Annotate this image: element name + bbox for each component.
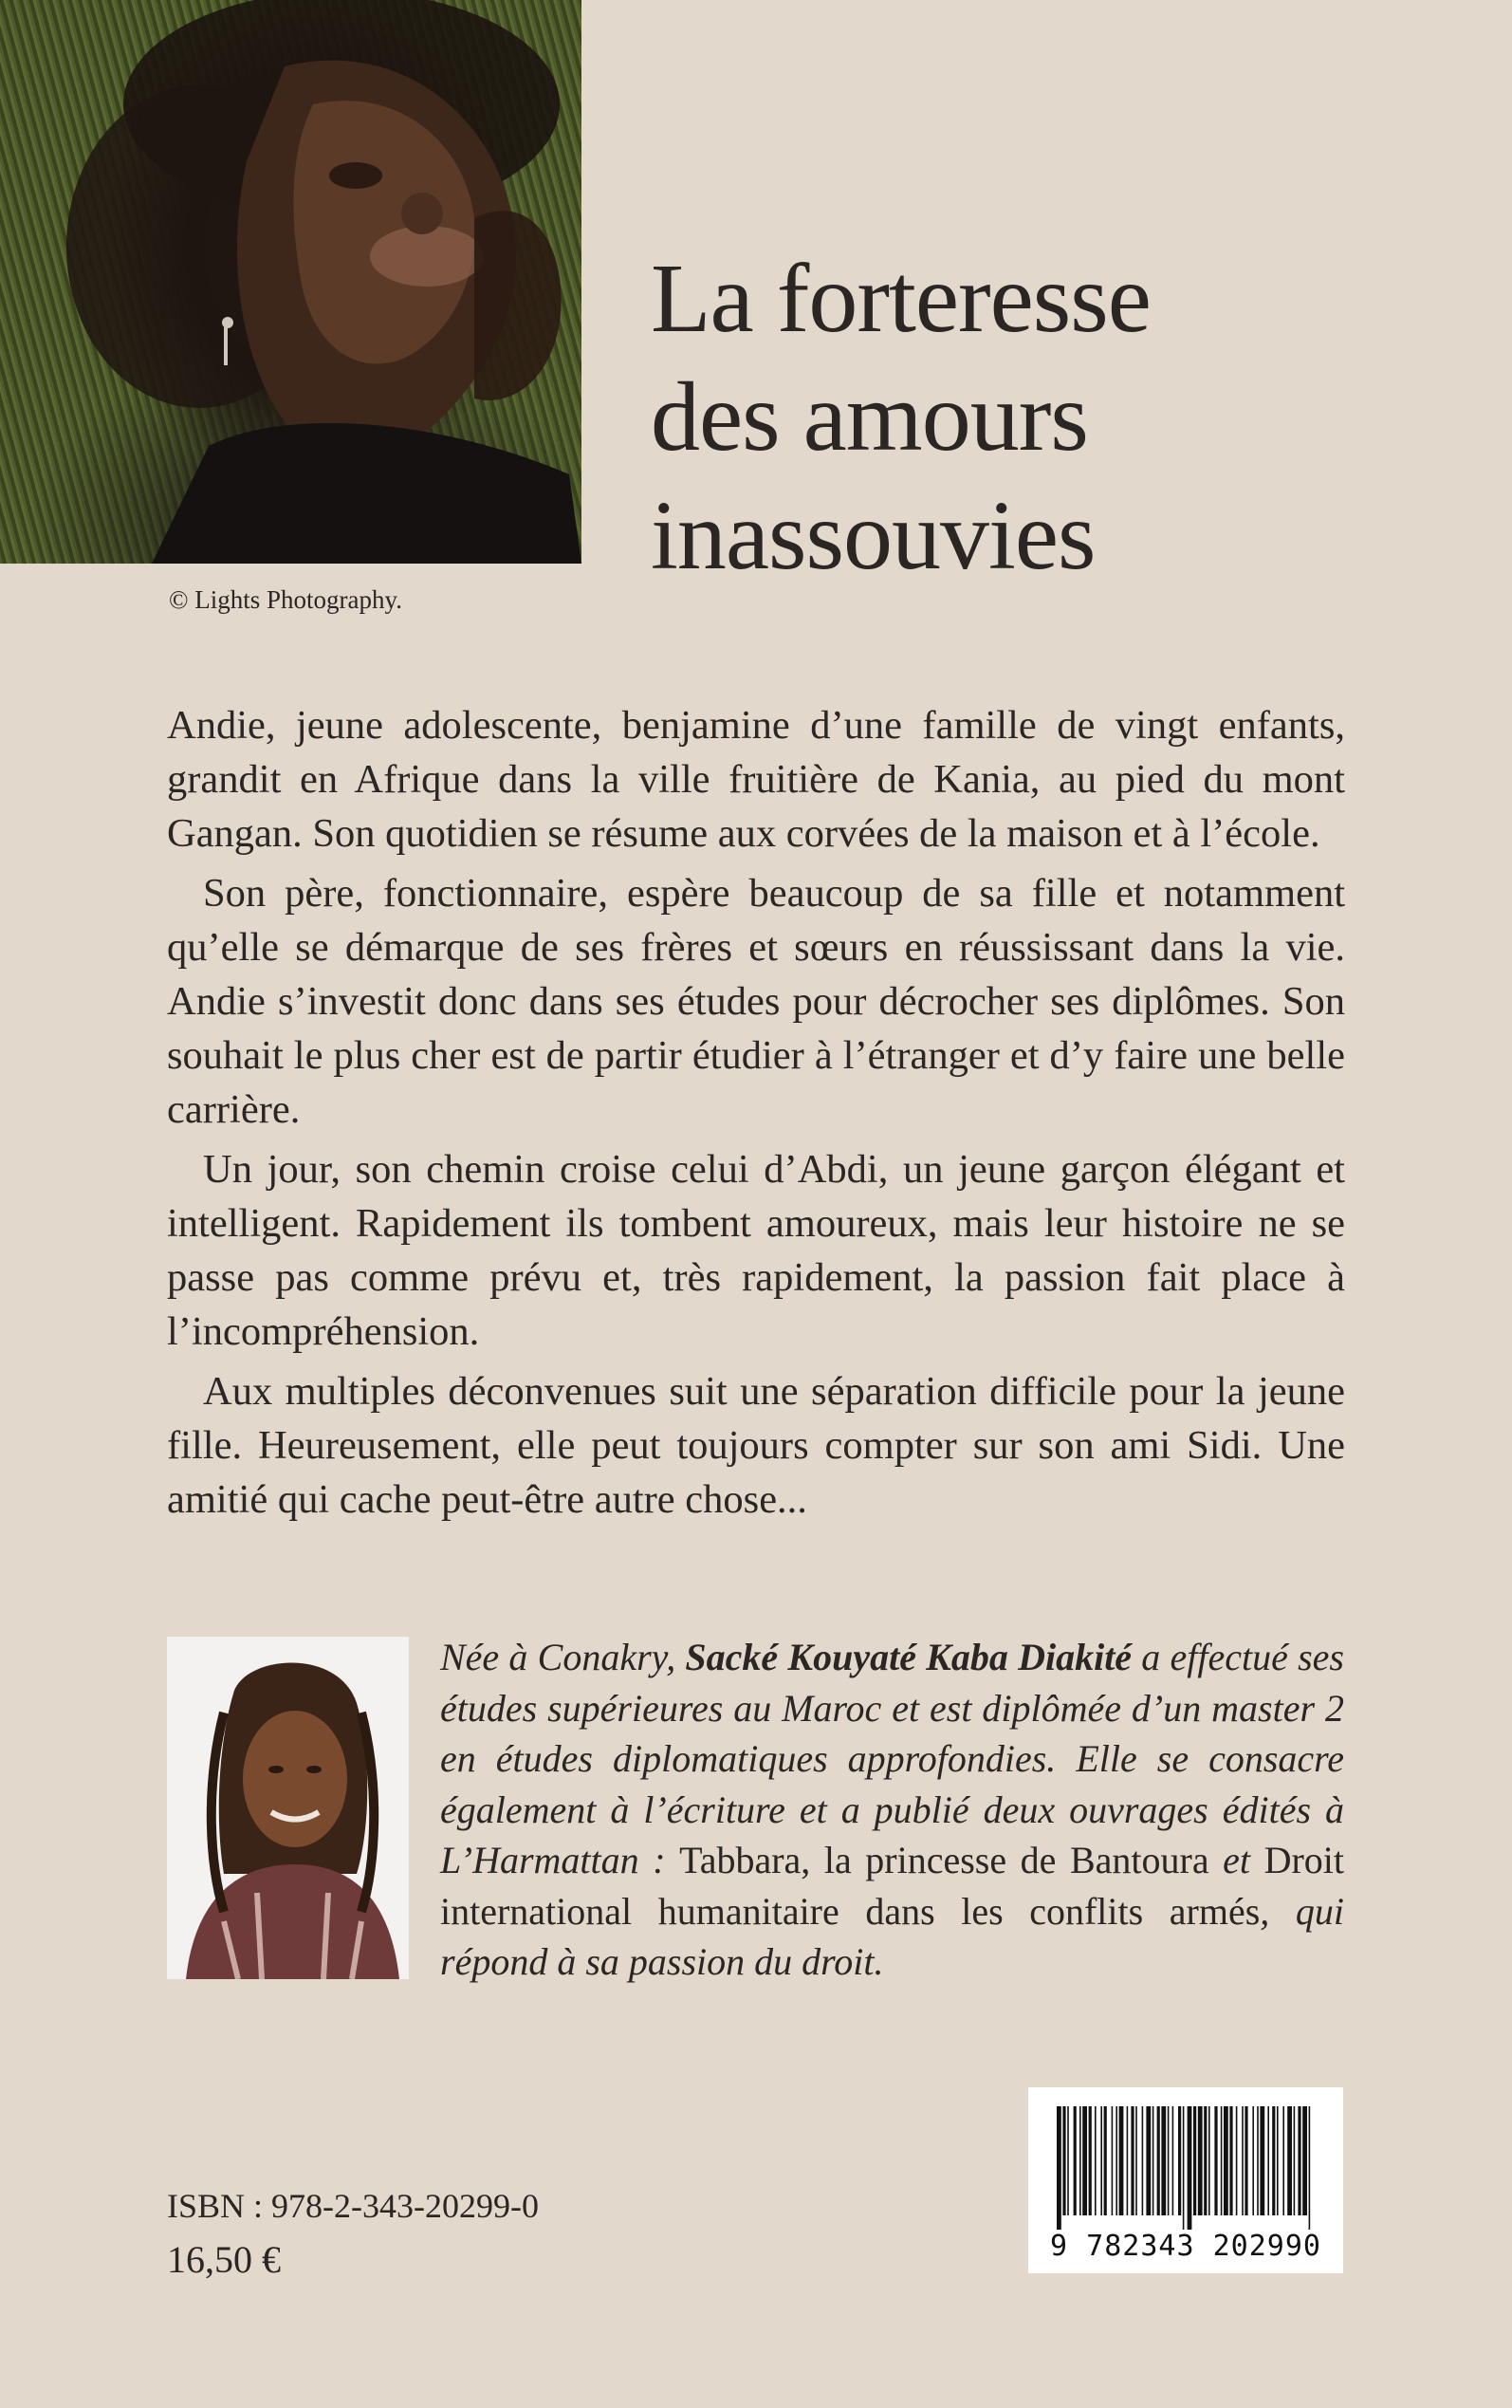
barcode-bar <box>1193 2106 1196 2215</box>
barcode-bar <box>1095 2106 1097 2215</box>
barcode-bar <box>1224 2106 1228 2215</box>
bio-and: et <box>1208 1839 1264 1881</box>
barcode <box>1028 2087 1343 2273</box>
barcode-bar <box>1161 2106 1166 2215</box>
synopsis-paragraph-4: Aux multiples déconvenues suit une séparation difficile pour la jeune fille. Heureusement, elle peut toujours compter sur son ami Sidi. Une amitié qui cache peut-être autre chose... <box>167 1369 1345 1522</box>
barcode-bar <box>1100 2106 1102 2215</box>
synopsis-paragraph-3: Un jour, son chemin croise celui d’Abdi, un jeune garçon élégant et intelligent. Rapidement ils tombent amoureux, mais leur histoire ne se passe pas comme prévu et, très rapidement, la passion fait place à l’incompréhension. <box>167 1147 1345 1354</box>
title-line-1: La forteresse <box>651 244 1151 353</box>
barcode-bar <box>1168 2106 1170 2215</box>
barcode-bar <box>1221 2106 1223 2215</box>
synopsis-paragraph-2: Son père, fonctionnaire, espère beaucoup de sa fille et notamment qu’elle se démarque de ses frères et sœurs en réussissant dans la vie. Andie s’investit donc dans ses études pour décrocher ses diplômes. Son souhait le plus cher est de partir étudier à l’étranger et d’y faire une belle carrière. <box>167 871 1345 1132</box>
barcode-bar <box>1067 2106 1069 2215</box>
bio-end: , qui répond à sa passion du droit. <box>440 1889 1344 1983</box>
barcode-bar <box>1282 2106 1284 2215</box>
barcode-bar <box>1057 2106 1061 2230</box>
barcode-bar <box>1257 2106 1259 2215</box>
author-portrait-illustration <box>167 1637 409 1979</box>
barcode-bar <box>1127 2106 1129 2215</box>
bio-book-2: Droit international humanitaire dans les conflits armés <box>440 1839 1345 1933</box>
barcode-bar <box>1267 2106 1269 2215</box>
title-line-3: inassouvies <box>651 481 1096 590</box>
barcode-bar <box>1188 2106 1192 2230</box>
price: 16,50 € <box>167 2238 281 2281</box>
barcode-bar <box>1116 2106 1117 2215</box>
barcode-bars <box>1057 2106 1315 2230</box>
author-name: Sacké Kouyaté Kaba Diakité <box>685 1636 1133 1678</box>
barcode-bar <box>1112 2106 1114 2215</box>
barcode-bar <box>1229 2106 1232 2215</box>
bio-part-1: a effectué ses études supérieures au Maroc et est diplômée d’un master 2 en études diplomatiques approfondies. Elle se consacre également à l’écriture et a publié deux ouvrages édités à L’Harmattan : <box>440 1636 1345 1881</box>
barcode-bar <box>1272 2106 1275 2215</box>
barcode-bar <box>1178 2106 1181 2215</box>
bio-intro: Née à Conakry, <box>440 1636 686 1678</box>
barcode-bar <box>1236 2106 1238 2215</box>
photo-credit: © Lights Photography. <box>169 585 403 614</box>
barcode-bar <box>1152 2106 1154 2215</box>
barcode-bar <box>1198 2106 1203 2215</box>
cover-photo <box>0 0 581 564</box>
barcode-bar <box>1172 2106 1174 2215</box>
isbn: ISBN : 978-2-343-20299-0 <box>167 2187 539 2225</box>
barcode-bar <box>1260 2106 1264 2215</box>
barcode-bar <box>1157 2106 1160 2215</box>
barcode-bar <box>1183 2106 1185 2230</box>
barcode-bar <box>1208 2106 1210 2215</box>
barcode-bar <box>1104 2106 1107 2215</box>
barcode-digits: 9 782343 202990 <box>1050 2230 1321 2263</box>
barcode-bar <box>1309 2106 1311 2230</box>
barcode-bar <box>1119 2106 1124 2215</box>
barcode-bar <box>1135 2106 1137 2215</box>
barcode-bar <box>1298 2106 1300 2215</box>
book-title <box>651 239 1239 595</box>
barcode-bar <box>1302 2106 1307 2215</box>
barcode-bar <box>1074 2106 1077 2215</box>
barcode-bar <box>1242 2106 1244 2215</box>
barcode-bar <box>1287 2106 1292 2215</box>
barcode-bar <box>1294 2106 1296 2215</box>
synopsis <box>167 698 1345 1532</box>
barcode-bar <box>1062 2106 1065 2215</box>
author-bio <box>440 1632 1344 1988</box>
barcode-bar <box>1142 2106 1144 2215</box>
bio-book-1: Tabbara, la princesse de Bantoura <box>679 1839 1209 1881</box>
synopsis-paragraph-1: Andie, jeune adolescente, benjamine d’une famille de vingt enfants, grandit en Afrique dans la ville fruitière de Kania, au pied du mont Gangan. Son quotidien se résume aux corvées de la maison et à l’école. <box>167 703 1345 856</box>
barcode-bar <box>1079 2106 1081 2215</box>
barcode-bar <box>1252 2106 1254 2215</box>
barcode-bar <box>1089 2106 1092 2215</box>
cover-photo-illustration <box>0 0 581 564</box>
barcode-bar <box>1245 2106 1247 2215</box>
barcode-bar <box>1204 2106 1207 2215</box>
barcode-bar <box>1214 2106 1217 2215</box>
barcode-bar <box>1131 2106 1134 2215</box>
title-line-2: des amours <box>651 362 1088 472</box>
barcode-bar <box>1277 2106 1279 2215</box>
author-photo <box>167 1637 409 1979</box>
barcode-bar <box>1082 2106 1087 2215</box>
barcode-bar <box>1146 2106 1151 2215</box>
